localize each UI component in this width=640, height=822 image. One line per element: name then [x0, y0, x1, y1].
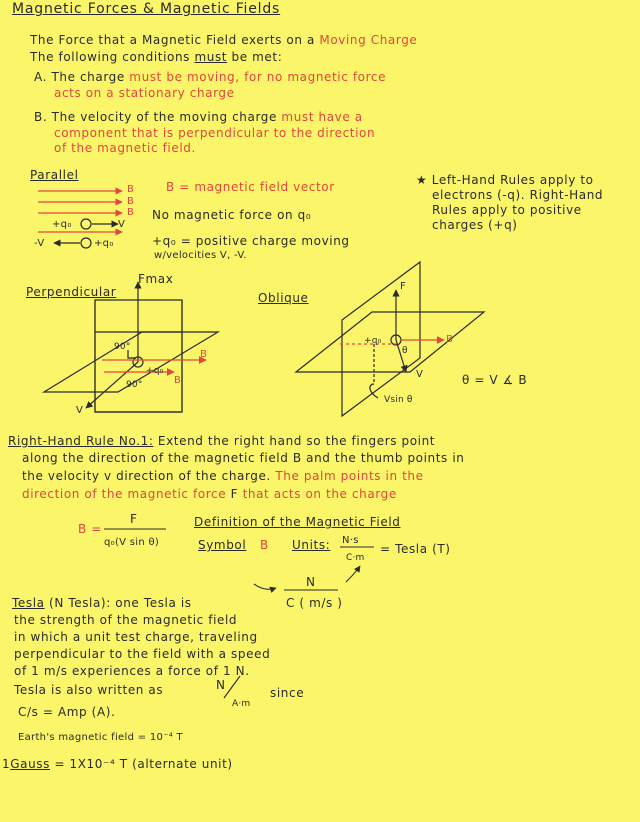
definition-units-label: Units:	[292, 538, 331, 552]
definition-alt-den: C ( m/s )	[286, 596, 343, 610]
condition-b-text: The velocity of the moving charge	[51, 110, 277, 124]
tesla-text-1: (N Tesla): one Tesla is	[49, 596, 192, 610]
perpendicular-angle-1: 90°	[114, 342, 131, 352]
oblique-f-label: F	[400, 281, 407, 292]
page-title: Magnetic Forces & Magnetic Fields	[12, 1, 281, 17]
definition-units-den: C·m	[346, 553, 365, 563]
rhr-text-1: Extend the right hand so the fingers point	[157, 434, 436, 448]
lefthand-line-2: electrons (-q). Right-Hand	[432, 188, 604, 202]
parallel-v-label: V	[118, 219, 126, 230]
tesla-line-6: Tesla is also written as	[14, 683, 164, 697]
parallel-neg-v-label: -V	[34, 238, 45, 249]
rhr-line-2: along the direction of the magnetic field B and the thumb points in	[22, 451, 465, 465]
intro-text-2: The following conditions	[30, 50, 191, 64]
condition-b-red: must have a	[281, 110, 363, 124]
lefthand-line-1: ★ Left-Hand Rules apply to	[416, 173, 594, 187]
parallel-b-label-2: B	[127, 196, 135, 207]
perpendicular-charge-label: +q₀	[146, 366, 164, 376]
condition-a-text: The charge	[51, 70, 125, 84]
definition-symbol-label: Symbol	[198, 538, 247, 552]
lefthand-line-3: Rules apply to positive	[432, 203, 582, 217]
definition-heading: Definition of the Magnetic Field	[194, 515, 401, 529]
tesla-heading: Tesla	[12, 596, 45, 610]
oblique-heading: Oblique	[258, 291, 309, 305]
rhr-text-3: the velocity v direction of the charge.	[22, 469, 271, 483]
tesla-line-7: C/s = Amp (A).	[18, 705, 116, 719]
parallel-charge-label: +q₀	[52, 219, 72, 230]
definition-symbol-value: B	[260, 538, 269, 552]
parallel-b-label-3: B	[127, 207, 135, 218]
rhr-force-symbol: F	[230, 487, 239, 501]
perpendicular-heading: Perpendicular	[26, 285, 117, 299]
tesla-line-3: in which a unit test charge, traveling	[14, 630, 258, 644]
earth-field: Earth's magnetic field = 10⁻⁴ T	[18, 732, 183, 743]
b-definition: B = magnetic field vector	[166, 180, 335, 194]
parallel-b-label-1: B	[127, 184, 135, 195]
oblique-theta-label: θ	[402, 346, 408, 356]
moving-text-1: +q₀ = positive charge moving	[152, 234, 350, 248]
lefthand-line-4: charges (+q)	[432, 218, 518, 232]
tesla-line-1	[12, 596, 192, 610]
oblique-formula: θ = V ∡ B	[462, 373, 528, 387]
intro-be-met: be met:	[231, 50, 283, 64]
condition-a-marker: A.	[34, 70, 48, 84]
definition-b-eq: B =	[78, 522, 102, 536]
intro-must: must	[194, 50, 228, 64]
gauss-word: Gauss	[10, 757, 51, 771]
tesla-line-4: perpendicular to the field with a speed	[14, 647, 271, 661]
definition-numerator: F	[130, 512, 138, 526]
parallel-heading: Parallel	[30, 168, 79, 182]
condition-b-line-2: component that is perpendicular to the direction	[54, 126, 376, 140]
parallel-charge-right-label: +q₀	[94, 238, 114, 249]
tesla-line-5: of 1 m/s experiences a force of 1 N.	[14, 664, 250, 678]
perpendicular-diagram	[44, 282, 218, 412]
rhr-line-4	[22, 487, 397, 501]
oblique-b-label: B	[446, 334, 454, 345]
rhr-line-1	[8, 434, 435, 448]
rhr-text-4: direction of the magnetic force	[22, 487, 227, 501]
perpendicular-b-label-2: B	[174, 375, 182, 386]
definition-units-num: N·s	[342, 535, 359, 546]
perpendicular-b-label: B	[200, 349, 208, 360]
intro-text: The Force that a Magnetic Field exerts on a	[30, 33, 315, 47]
rhr-text-3-red: The palm points in the	[275, 469, 424, 483]
gauss-line	[2, 757, 233, 771]
perpendicular-fmax-label: Fmax	[138, 272, 174, 286]
tesla-am: A·m	[232, 699, 251, 709]
rhr-text-4-end: that acts on the charge	[242, 487, 397, 501]
moving-text-2: w/velocities V, -V.	[154, 250, 247, 261]
gauss-rest: = 1X10⁻⁴ T (alternate unit)	[54, 757, 233, 771]
condition-b-marker: B.	[34, 110, 48, 124]
condition-b-line-3: of the magnetic field.	[54, 141, 196, 155]
condition-a-red: must be moving, for no magnetic force	[129, 70, 387, 84]
oblique-charge-label: +q₀	[364, 336, 382, 346]
oblique-v-label: V	[416, 369, 424, 380]
definition-alt-num: N	[306, 575, 316, 589]
condition-a-line-2: acts on a stationary charge	[54, 86, 235, 100]
tesla-n: N	[216, 678, 226, 692]
definition-denominator: q₀(V sin θ)	[104, 537, 160, 548]
rhr-heading: Right-Hand Rule No.1:	[8, 434, 154, 448]
gauss-num: 1	[2, 757, 11, 771]
no-force-text: No magnetic force on q₀	[152, 208, 312, 222]
tesla-since: since	[270, 686, 305, 700]
rhr-line-3	[22, 469, 424, 483]
perpendicular-angle-2: 90°	[126, 380, 143, 390]
oblique-vsin-label: Vsin θ	[384, 395, 413, 405]
definition-units-eq: = Tesla (T)	[380, 542, 451, 556]
tesla-line-2: the strength of the magnetic field	[14, 613, 238, 627]
perpendicular-v-label: V	[76, 405, 84, 416]
intro-moving-charge: Moving Charge	[319, 33, 418, 47]
